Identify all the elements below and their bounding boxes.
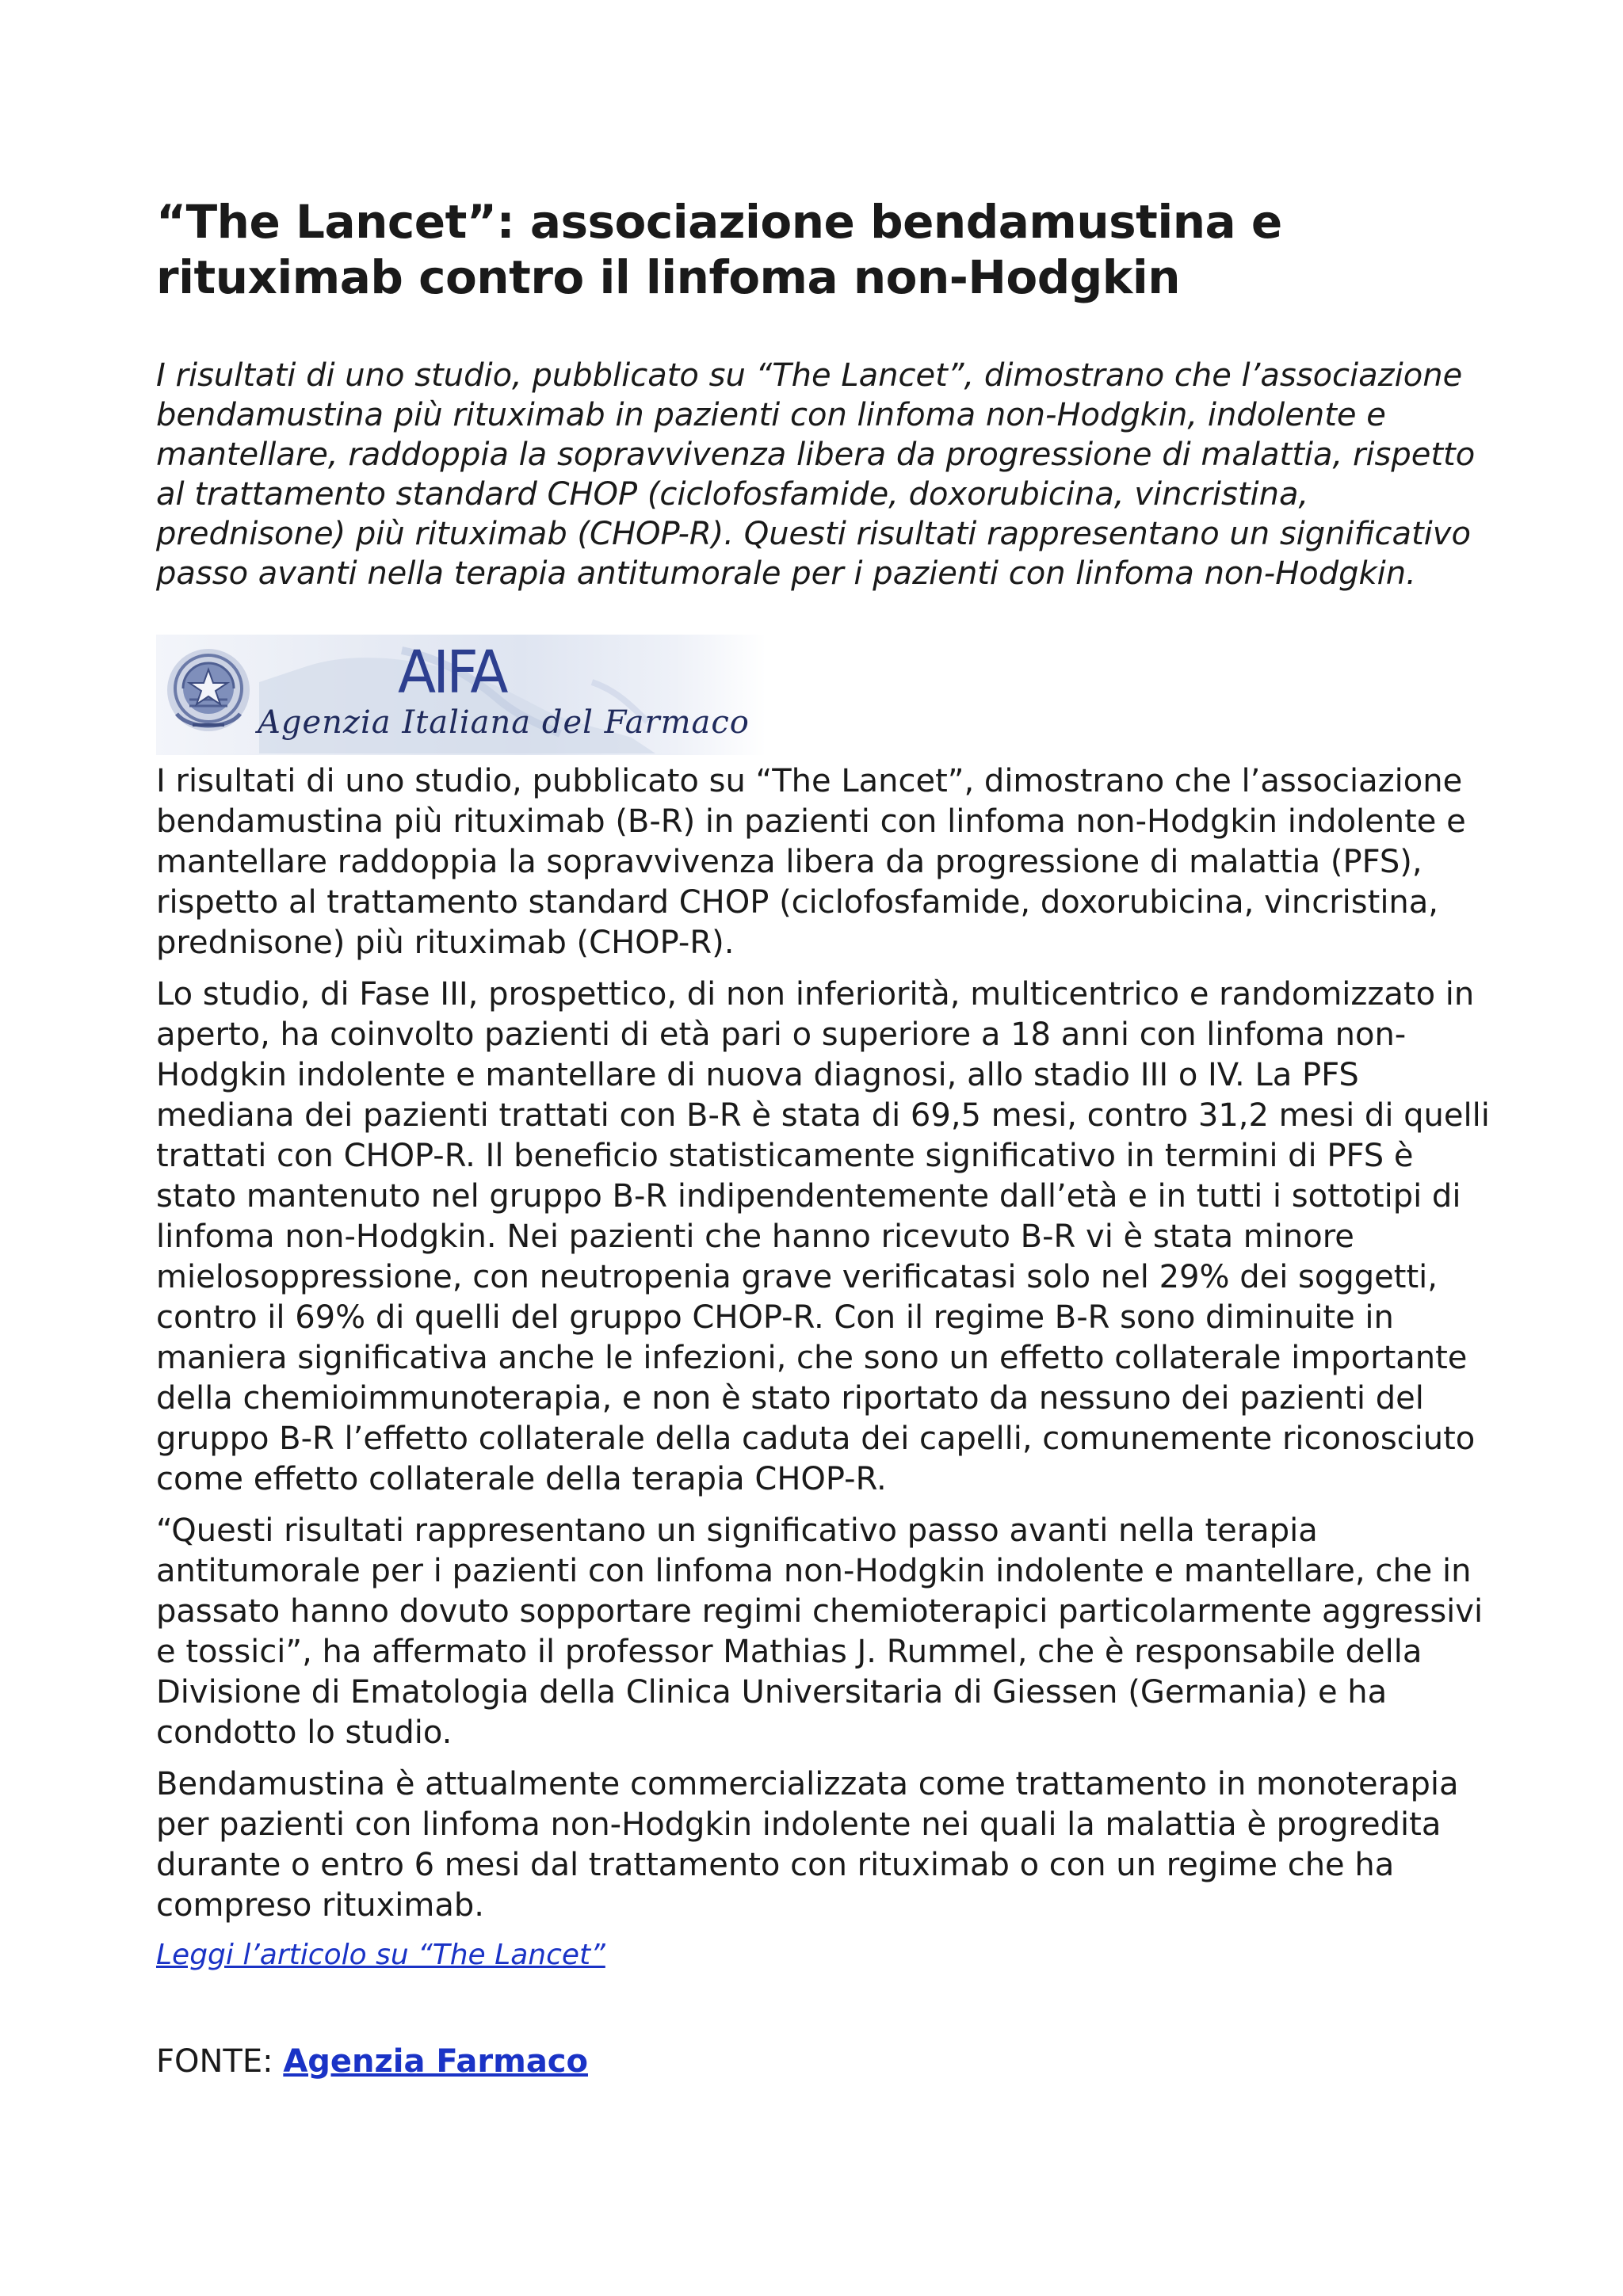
source-line — [156, 2042, 1495, 2081]
aifa-banner — [156, 635, 766, 755]
aifa-logo-acronym: AIFA — [398, 639, 506, 707]
body-paragraph: “Questi risultati rappresentano un significativo passo avanti nella terapia antitumorale per i pazienti con linfoma non-Hodgkin indolente e mantellare, che in passato hanno dovuto sopportare regimi chemioterapici particolarmente aggressivi e tossici”, ha affermato il professor Mathias J. Rummel, che è responsabile della Divisione di Ematologia della Clinica Universitaria di Giessen (Germania) e ha condotto lo studio. — [156, 1512, 1484, 1751]
body-paragraph: Lo studio, di Fase III, prospettico, di non inferiorità, multicentrico e randomizzato in aperto, ha coinvolto pazienti di età pari o superiore a 18 anni con linfoma non-Hodgkin indolente e mantellare di nuova diagnosi, allo stadio III o IV. La PFS mediana dei pazienti trattati con B-R è stata di 69,5 mesi, contro 31,2 mesi di quelli trattati con CHOP-R. Il beneficio statisticamente significativo in termini di PFS è stato mantenuto nel gruppo B-R indipendentemente dall’età e in tutti i sottotipi di linfoma non-Hodgkin. Nei pazienti che hanno ricevuto B-R vi è stata minore mielosoppressione, con neutropenia grave verificatasi solo nel 29% dei soggetti, contro il 69% di quelli del gruppo CHOP-R. Con il regime B-R sono diminuite in maniera significativa anche le infezioni, che sono un effetto collaterale importante della chemioimmunoterapia, e non è stato riportato da nessuno dei pazienti del gruppo B-R l’effetto collaterale della caduta dei capelli, comunemente riconosciuto come effetto collaterale della terapia CHOP-R. — [156, 976, 1490, 1497]
source-link[interactable]: Agenzia Farmaco — [283, 2043, 588, 2080]
aifa-logo-agency-name: Agenzia Italiana del Farmaco — [258, 704, 750, 741]
article-title: “The Lancet”: associazione bendamustina e rituximab contro il linfoma non-Hodgkin — [156, 195, 1282, 304]
article-body — [156, 761, 1495, 1926]
body-paragraph: Bendamustina è attualmente commercializzata come trattamento in monoterapia per pazienti con linfoma non-Hodgkin indolente nei quali la malattia è progredita durante o entro 6 mesi dal trattamento con rituximab o con un regime che ha compreso rituximab. — [156, 1766, 1459, 1924]
article — [156, 194, 1495, 2081]
italian-republic-emblem-icon — [161, 643, 256, 739]
read-article-link[interactable]: Leggi l’articolo su “The Lancet” — [156, 1939, 605, 1971]
article-lead: I risultati di uno studio, pubblicato su “The Lancet”, dimostrano che l’associazione bendamustina più rituximab in pazienti con linfoma non-Hodgkin, indolente e mantellare, raddoppia la sopravvivenza libera da progressione di malattia, rispetto al trattamento standard CHOP (ciclofosfamide, doxorubicina, vincristina, prednisone) più rituximab (CHOP-R). Questi risultati rappresentano un significativo passo avanti nella terapia antitumorale per i pazienti con linfoma non-Hodgkin. — [156, 357, 1476, 592]
body-paragraph: I risultati di uno studio, pubblicato su “The Lancet”, dimostrano che l’associazione bendamustina più rituximab (B-R) in pazienti con linfoma non-Hodgkin indolente e mantellare raddoppia la sopravvivenza libera da progressione di malattia (PFS), rispetto al trattamento standard CHOP (ciclofosfamide, doxorubicina, vincristina, prednisone) più rituximab (CHOP-R). — [156, 763, 1466, 961]
source-label: FONTE: — [156, 2043, 273, 2080]
